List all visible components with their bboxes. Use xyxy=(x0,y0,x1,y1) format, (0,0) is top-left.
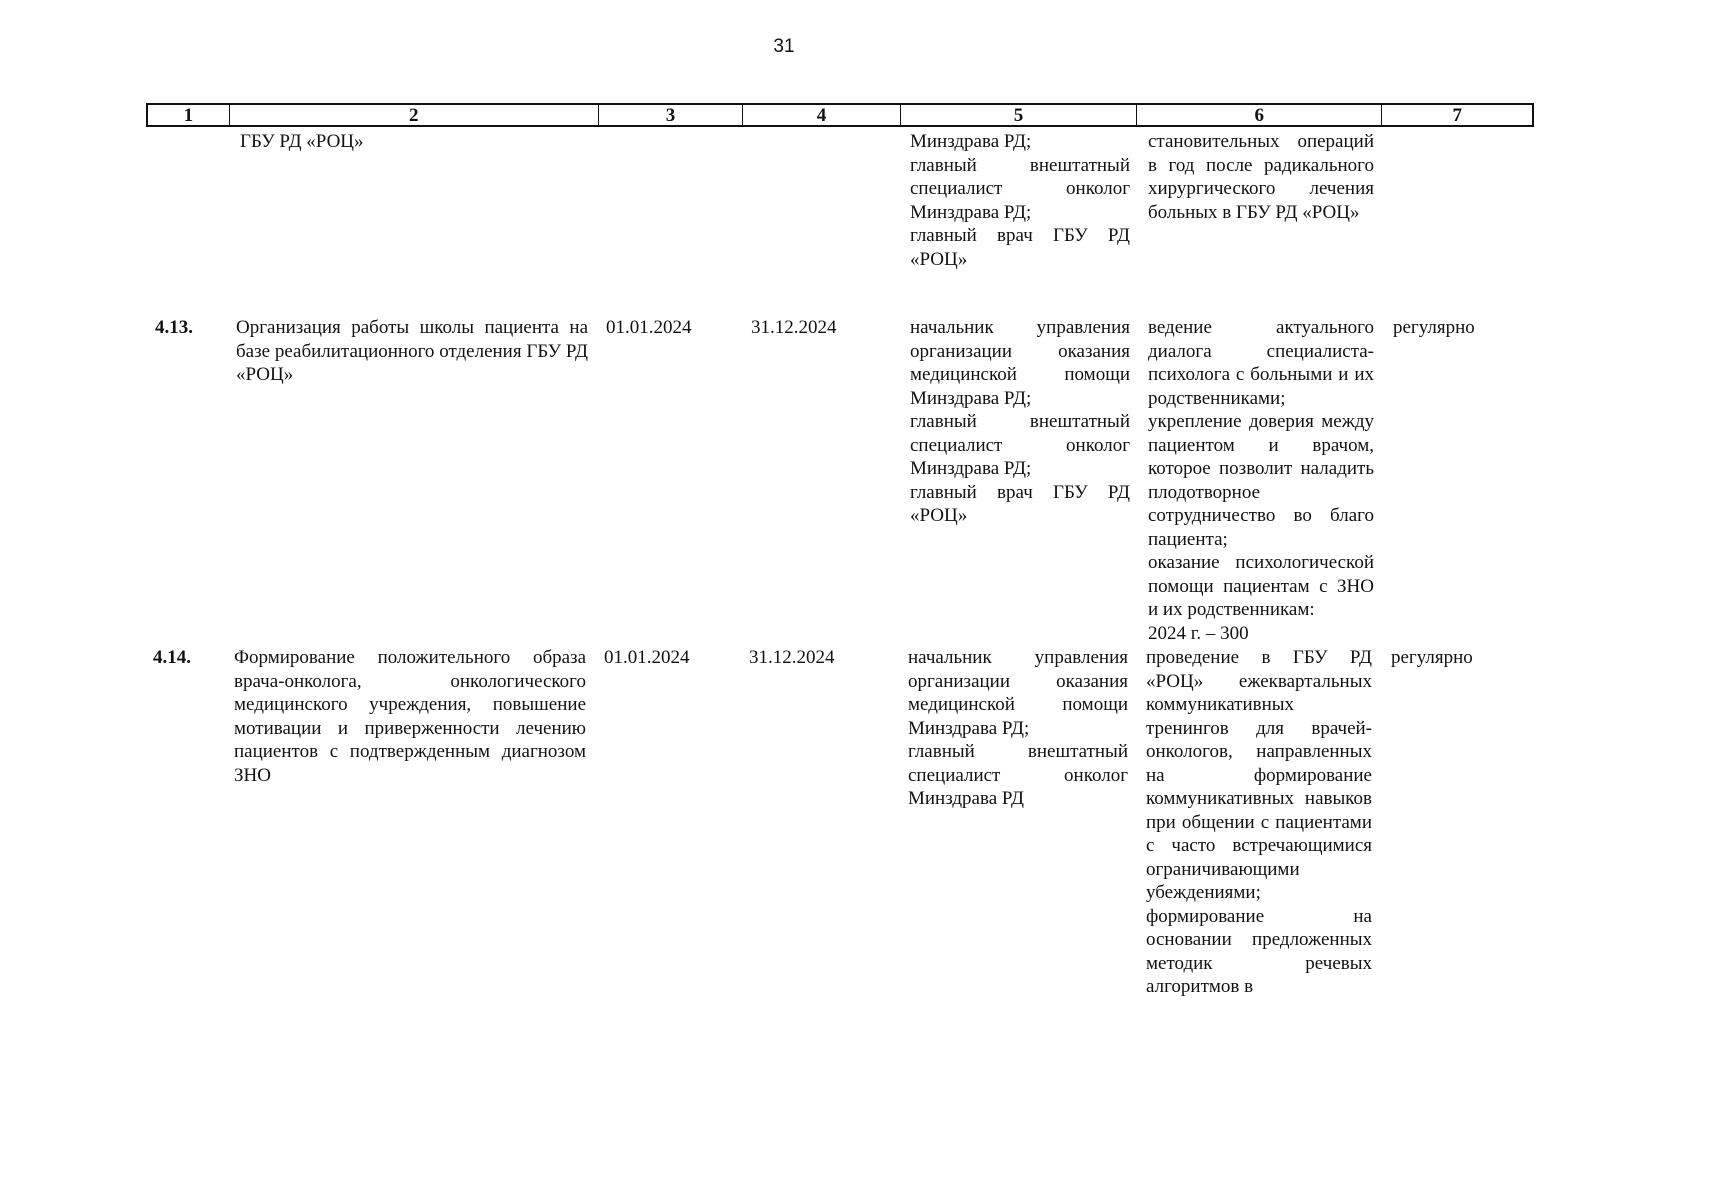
responsible-line: начальник управления организации оказания медицинской помощи Минздрава РД; xyxy=(910,317,1130,409)
result-line: 2024 г. – 300 xyxy=(1148,622,1249,644)
continuation-result: становительных операций в год после радикального хирургического лечения больных в ГБУ РД «РОЦ» xyxy=(1148,131,1374,223)
responsible-line: главный врач ГБУ РД «РОЦ» xyxy=(910,225,1130,270)
row-result xyxy=(1146,646,1372,999)
row-responsible xyxy=(910,316,1130,528)
column-header-6: 6 xyxy=(1137,105,1382,125)
result-line: оказание психологической помощи пациентам с ЗНО и их родственникам: xyxy=(1148,552,1374,620)
page-number: 31 xyxy=(773,36,795,57)
column-header-1: 1 xyxy=(148,105,230,125)
row-number: 4.14. xyxy=(153,647,191,668)
result-line: проведение в ГБУ РД «РОЦ» ежеквартальных коммуникативных тренингов для врачей-онкологов, направленных на формирование коммуникативных навыков при общении с пациентами с часто встречающимися ограничивающими убеждениями; xyxy=(1146,647,1372,903)
continuation-name: ГБУ РД «РОЦ» xyxy=(240,131,364,152)
responsible-line: начальник управления организации оказания медицинской помощи Минздрава РД; xyxy=(908,647,1128,739)
column-header-7: 7 xyxy=(1452,105,1462,126)
column-header-5: 5 xyxy=(901,105,1137,125)
responsible-line: главный внештатный специалист онколог Минздрава РД; xyxy=(910,154,1130,223)
result-line: формирование на основании предложенных методик речевых алгоритмов в xyxy=(1146,905,1372,997)
continuation-responsible xyxy=(910,130,1130,271)
row-name: Организация работы школы пациента на базе реабилитационного отделения ГБУ РД «РОЦ» xyxy=(236,317,588,385)
row-periodicity: регулярно xyxy=(1393,317,1475,338)
row-end-date: 31.12.2024 xyxy=(749,647,835,668)
responsible-line: главный внештатный специалист онколог Минздрава РД; xyxy=(910,411,1130,479)
responsible-line: Минздрава РД; xyxy=(910,131,1032,152)
column-header-3: 3 xyxy=(599,105,744,125)
row-start-date: 01.01.2024 xyxy=(606,317,692,338)
row-periodicity: регулярно xyxy=(1391,647,1473,668)
row-number: 4.13. xyxy=(155,317,193,338)
result-line: ведение актуального диалога специалиста-психолога с больными и их родственниками; xyxy=(1148,317,1374,409)
row-result xyxy=(1148,316,1374,645)
row-start-date: 01.01.2024 xyxy=(604,647,690,668)
column-header-2: 2 xyxy=(230,105,599,125)
row-end-date: 31.12.2024 xyxy=(751,317,837,338)
row-name: Формирование положительного образа врача-онколога, онкологического медицинского учреждения, повышение мотивации и приверженности лечению пациентов с подтвержденным диагнозом ЗНО xyxy=(234,647,586,786)
result-line: укрепление доверия между пациентом и врачом, которое позволит наладить плодотворное сотрудничество во благо пациента; xyxy=(1148,411,1374,550)
responsible-line: главный врач ГБУ РД «РОЦ» xyxy=(910,481,1130,526)
responsible-line: главный внештатный специалист онколог Минздрава РД xyxy=(908,741,1128,809)
table-header-row xyxy=(146,103,1534,127)
row-responsible xyxy=(908,646,1128,811)
column-header-4: 4 xyxy=(743,105,901,125)
